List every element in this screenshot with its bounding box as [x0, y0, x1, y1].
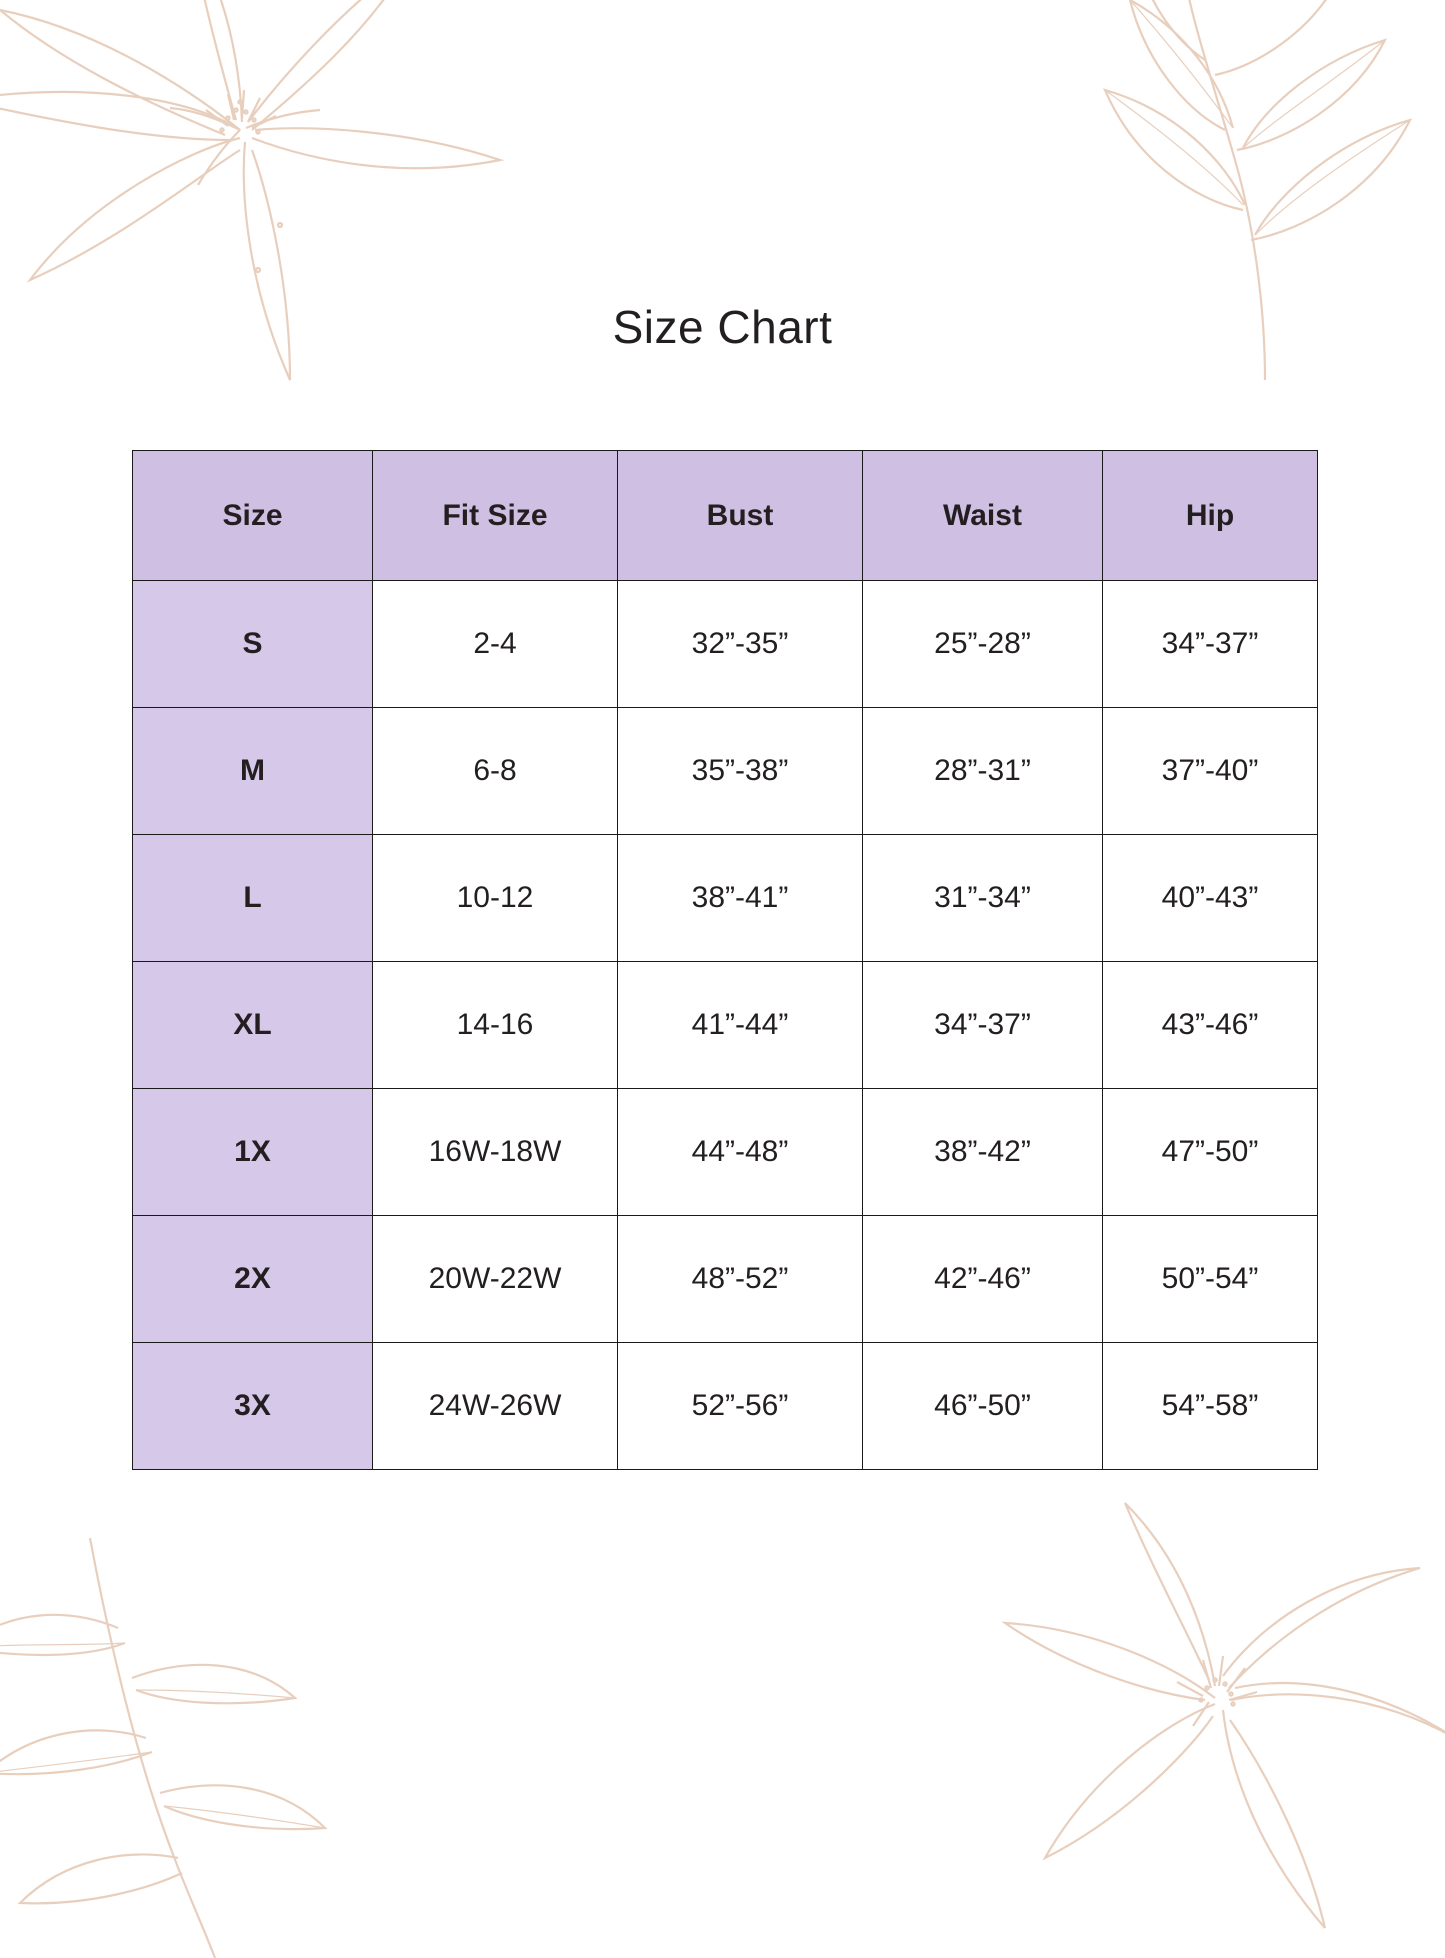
cell-fit-size: 16W-18W [373, 1089, 618, 1216]
column-header-fit-size: Fit Size [373, 451, 618, 581]
column-header-hip: Hip [1103, 451, 1318, 581]
cell-bust: 41”-44” [618, 962, 863, 1089]
cell-waist: 31”-34” [863, 835, 1103, 962]
cell-bust: 35”-38” [618, 708, 863, 835]
size-chart-table [132, 450, 1318, 1470]
table-row [133, 962, 1318, 1089]
cell-bust: 52”-56” [618, 1343, 863, 1470]
cell-bust: 44”-48” [618, 1089, 863, 1216]
column-header-waist: Waist [863, 451, 1103, 581]
cell-size: 3X [133, 1343, 373, 1470]
cell-fit-size: 10-12 [373, 835, 618, 962]
cell-hip: 54”-58” [1103, 1343, 1318, 1470]
cell-waist: 34”-37” [863, 962, 1103, 1089]
cell-size: XL [133, 962, 373, 1089]
size-chart-table-wrapper [132, 450, 1317, 1470]
cell-fit-size: 24W-26W [373, 1343, 618, 1470]
cell-waist: 38”-42” [863, 1089, 1103, 1216]
cell-waist: 25”-28” [863, 581, 1103, 708]
column-header-size: Size [133, 451, 373, 581]
table-row [133, 581, 1318, 708]
table-row [133, 1343, 1318, 1470]
cell-fit-size: 14-16 [373, 962, 618, 1089]
cell-bust: 38”-41” [618, 835, 863, 962]
cell-fit-size: 6-8 [373, 708, 618, 835]
cell-fit-size: 2-4 [373, 581, 618, 708]
cell-hip: 43”-46” [1103, 962, 1318, 1089]
table-row [133, 835, 1318, 962]
page-title: Size Chart [612, 301, 833, 353]
column-header-bust: Bust [618, 451, 863, 581]
table-row [133, 1089, 1318, 1216]
cell-waist: 46”-50” [863, 1343, 1103, 1470]
table-header-row [133, 451, 1318, 581]
cell-size: L [133, 835, 373, 962]
cell-hip: 37”-40” [1103, 708, 1318, 835]
table-row [133, 1216, 1318, 1343]
floral-bottom-right-icon [915, 1488, 1445, 1948]
cell-hip: 47”-50” [1103, 1089, 1318, 1216]
cell-size: S [133, 581, 373, 708]
cell-hip: 40”-43” [1103, 835, 1318, 962]
floral-bottom-left-icon [0, 1538, 390, 1958]
cell-bust: 48”-52” [618, 1216, 863, 1343]
cell-bust: 32”-35” [618, 581, 863, 708]
cell-waist: 28”-31” [863, 708, 1103, 835]
cell-size: 2X [133, 1216, 373, 1343]
cell-hip: 50”-54” [1103, 1216, 1318, 1343]
cell-hip: 34”-37” [1103, 581, 1318, 708]
cell-waist: 42”-46” [863, 1216, 1103, 1343]
cell-fit-size: 20W-22W [373, 1216, 618, 1343]
cell-size: M [133, 708, 373, 835]
table-row [133, 708, 1318, 835]
cell-size: 1X [133, 1089, 373, 1216]
